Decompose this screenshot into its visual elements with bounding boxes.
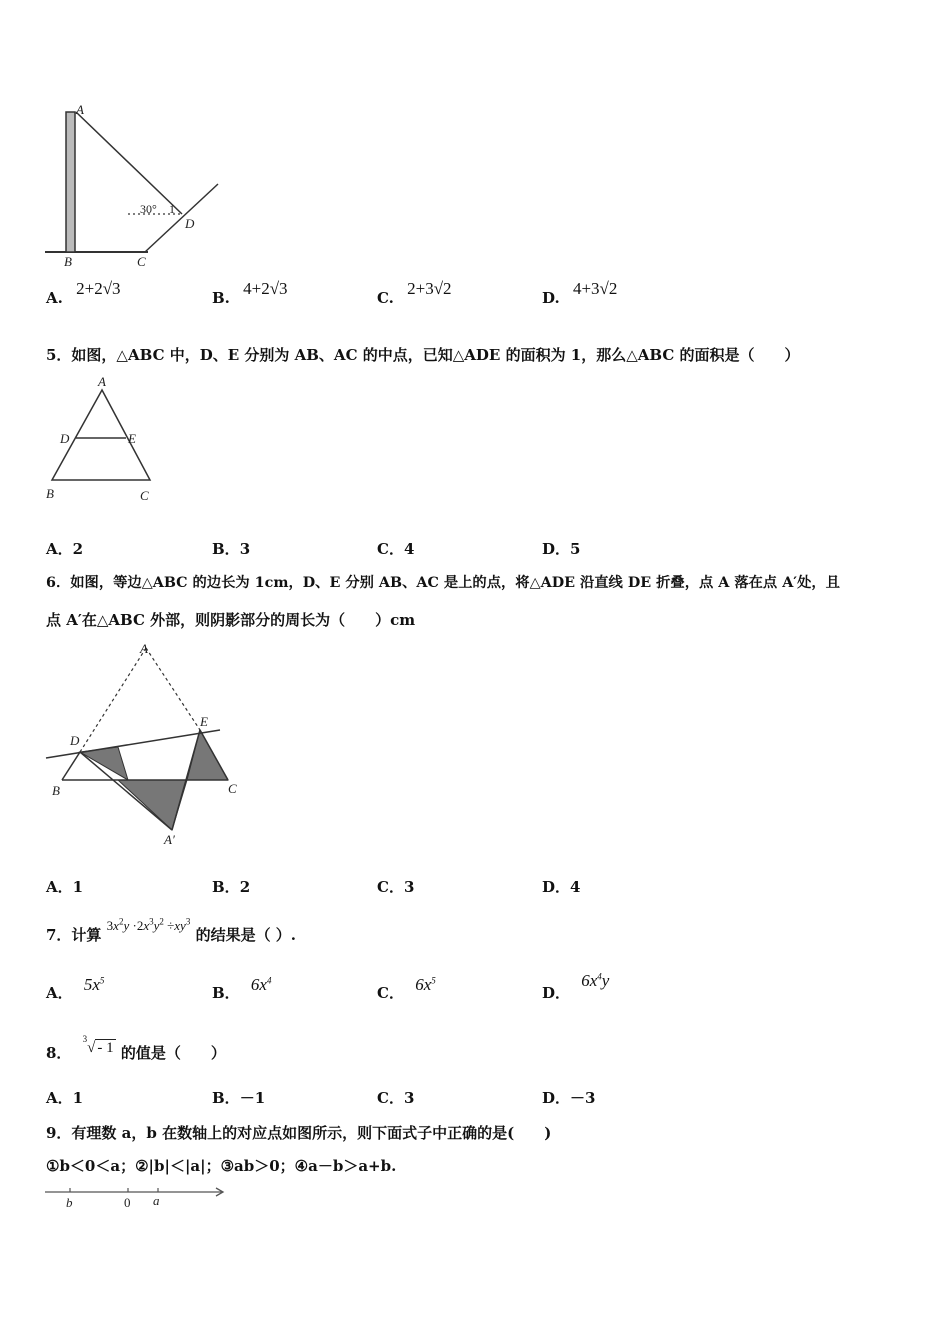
slope-line bbox=[145, 184, 218, 252]
pole bbox=[66, 112, 75, 252]
angle-one-label: 1 bbox=[169, 202, 175, 216]
label-A: A bbox=[140, 641, 148, 656]
q7-expression: $3x^2y \cdot 2x^3y^2 \div xy^3$ bbox=[106, 916, 191, 933]
q9-statements: ①b＜0＜a；②|b|＜|a|；③ab＞0；④a－b＞a+b. bbox=[46, 1157, 397, 1175]
q5-figure bbox=[40, 372, 170, 512]
dashed-AE bbox=[146, 648, 200, 730]
label-D: D bbox=[70, 733, 80, 748]
q4-option-d[interactable]: D. 4+3√2 bbox=[542, 279, 618, 307]
q5-option-a[interactable]: A．2 bbox=[46, 540, 84, 558]
label-E: E bbox=[128, 431, 136, 446]
q8-option-b[interactable]: B．－1 bbox=[212, 1089, 266, 1107]
q5-option-c[interactable]: C．4 bbox=[377, 540, 415, 558]
q6-option-b[interactable]: B．2 bbox=[212, 878, 251, 896]
q6-stem-line1: 6．如图，等边△ABC 的边长为 1cm，D、E 分别 AB、AC 是上的点，将△ADE 沿直线 DE 折叠，点 A 落在点 A′处，且 bbox=[46, 575, 840, 591]
q5-option-d[interactable]: D．5 bbox=[542, 540, 581, 558]
q6-figure bbox=[40, 638, 250, 848]
q5-option-b[interactable]: B．3 bbox=[212, 540, 251, 558]
label-C: C bbox=[228, 781, 237, 796]
label-A: A bbox=[76, 102, 84, 117]
q9-number-line bbox=[40, 1180, 230, 1212]
q6-stem-line2: 点 A′在△ABC 外部，则阴影部分的周长为（ ）cm bbox=[46, 611, 416, 629]
label-zero: 0 bbox=[124, 1195, 131, 1210]
q7-option-a[interactable]: A． $5x^5$ bbox=[46, 975, 105, 1002]
q9-stem: 9．有理数 a，b 在数轴上的对应点如图所示，则下面式子中正确的是( ) bbox=[46, 1124, 552, 1142]
rope-AD bbox=[76, 112, 182, 214]
q8-stem: 8． $^3$√ - 1 的值是（ ） bbox=[46, 1034, 226, 1062]
q6-option-c[interactable]: C．3 bbox=[377, 878, 415, 896]
q7-option-c[interactable]: C． $6x^5$ bbox=[377, 975, 436, 1002]
shaded-bottom bbox=[118, 780, 187, 830]
q4-option-b[interactable]: B. 4+2√3 bbox=[212, 279, 288, 307]
q8-option-c[interactable]: C．3 bbox=[377, 1089, 415, 1107]
label-C: C bbox=[137, 254, 146, 269]
q8-option-d[interactable]: D．－3 bbox=[542, 1089, 596, 1107]
q8-option-a[interactable]: A．1 bbox=[46, 1089, 84, 1107]
label-b: b bbox=[66, 1195, 73, 1210]
q4-option-c[interactable]: C. 2+3√2 bbox=[377, 279, 452, 307]
q7-stem: 7．计算 $3x^2y \cdot 2x^3y^2 \div xy^3$ 的结果是（ ）. bbox=[46, 916, 297, 944]
label-A-prime: A′ bbox=[164, 832, 175, 847]
q7-option-b[interactable]: B． $6x^4$ bbox=[212, 975, 272, 1002]
dashed-DA bbox=[80, 648, 146, 752]
label-D: D bbox=[185, 216, 195, 231]
label-B: B bbox=[52, 783, 60, 798]
q7-option-d[interactable]: D． $6x^4y$ bbox=[542, 971, 610, 1002]
q5-stem: 5．如图，△ABC 中，D、E 分别为 AB、AC 的中点，已知△ADE 的面积为 1，那么△ABC 的面积是（ ） bbox=[46, 346, 800, 364]
q4-option-a[interactable]: A. 2+2√3 bbox=[46, 279, 121, 307]
angle-label: 30° bbox=[140, 202, 157, 216]
label-B: B bbox=[64, 254, 72, 269]
q4-figure bbox=[40, 100, 230, 272]
label-A: A bbox=[98, 374, 106, 389]
segment-BD bbox=[62, 752, 80, 780]
label-a: a bbox=[153, 1193, 160, 1208]
label-E: E bbox=[200, 714, 208, 729]
label-B: B bbox=[46, 486, 54, 501]
label-D: D bbox=[60, 431, 70, 446]
q6-option-a[interactable]: A．1 bbox=[46, 878, 84, 896]
q8-cube-root: $^3$√ - 1 bbox=[82, 1034, 114, 1056]
label-C: C bbox=[140, 488, 149, 503]
q6-option-d[interactable]: D．4 bbox=[542, 878, 581, 896]
